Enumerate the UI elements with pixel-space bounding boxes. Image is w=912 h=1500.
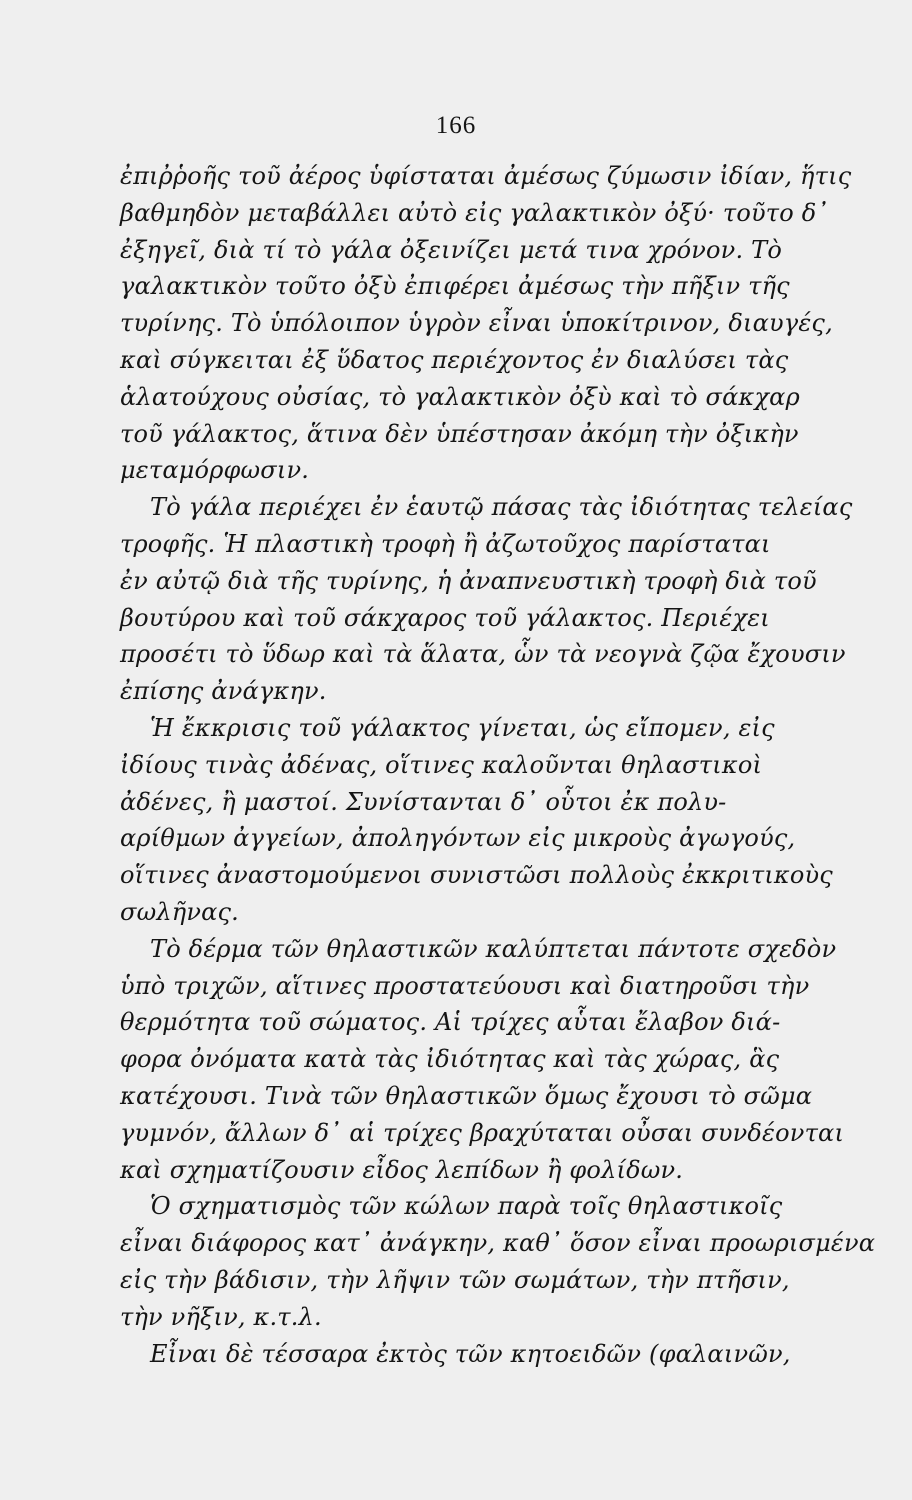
paragraph-start-line: Ἡ ἔκκρισις τοῦ γάλακτος γίνεται, ὡς εἴπομεν, εἰς [150, 713, 775, 742]
text-line: καὶ σύγκειται ἐξ ὕδατος περιέχοντος ἐν διαλύσει τὰς [120, 345, 789, 374]
text-line: τροφῆς. Ἡ πλαστικὴ τροφὴ ἢ ἀζωτοῦχος παρίσταται [120, 529, 771, 558]
text-line: εἶναι διάφορος κατ᾽ ἀνάγκην, καθ᾽ ὅσον εἶναι προωρισμένα [120, 1229, 876, 1258]
text-line: γυμνόν, ἄλλων δ᾽ αἱ τρίχες βραχύταται οὖσαι συνδέονται [120, 1118, 845, 1147]
text-line: κατέχουσι. Τινὰ τῶν θηλαστικῶν ὅμως ἔχουσι τὸ σῶμα [120, 1081, 813, 1110]
text-line: σωλῆνας. [120, 897, 240, 926]
text-line: ἐπίσης ἀνάγκην. [120, 677, 327, 706]
page-number: 166 [435, 112, 477, 139]
text-line: βαθμηδὸν μεταβάλλει αὐτὸ εἰς γαλακτικὸν ὀξύ· τοῦτο δ᾽ [120, 198, 829, 227]
text-line: καὶ σχηματίζουσιν εἶδος λεπίδων ἢ φολίδων. [120, 1155, 684, 1184]
body-text [120, 158, 876, 1372]
text-line: ἰδίους τινὰς ἀδένας, οἵτινες καλοῦνται θηλαστικοὶ [120, 750, 763, 779]
text-line: ἀδένες, ἢ μαστοί. Συνίστανται δ᾽ οὗτοι ἐκ πολυ- [120, 787, 727, 816]
text-line: τυρίνης. Τὸ ὑπόλοιπον ὑγρὸν εἶναι ὑποκίτρινον, διαυγές, [120, 309, 833, 338]
text-line: ἁλατούχους οὐσίας, τὸ γαλακτικὸν ὀξὺ καὶ τὸ σάκχαρ [120, 382, 800, 411]
text-line: προσέτι τὸ ὕδωρ καὶ τὰ ἅλατα, ὧν τὰ νεογνὰ ζῷα ἔχουσιν [120, 640, 846, 669]
paragraph-start-line: Ὁ σχηματισμὸς τῶν κώλων παρὰ τοῖς θηλαστικοῖς [150, 1192, 783, 1221]
text-line: ἐπιῤῥοῆς τοῦ ἀέρος ὑφίσταται ἀμέσως ζύμωσιν ἰδίαν, ἥτις [120, 162, 852, 190]
text-line: γαλακτικὸν τοῦτο ὀξὺ ἐπιφέρει ἀμέσως τὴν πῆξιν τῆς [120, 272, 790, 301]
paragraph-start-line: Εἶναι δὲ τέσσαρα ἐκτὸς τῶν κητοειδῶν (φαλαινῶν, [150, 1339, 791, 1368]
text-line: βουτύρου καὶ τοῦ σάκχαρος τοῦ γάλακτος. Περιέχει [120, 603, 770, 632]
text-line: θερμότητα τοῦ σώματος. Αἱ τρίχες αὗται ἔλαβον διά- [120, 1008, 781, 1037]
text-line: μεταμόρφωσιν. [120, 456, 310, 485]
paragraph-start-line: Τὸ γάλα περιέχει ἐν ἑαυτῷ πάσας τὰς ἰδιότητας τελείας [150, 493, 853, 522]
text-line: ὑπὸ τριχῶν, αἵτινες προστατεύουσι καὶ διατηροῦσι τὴν [120, 971, 810, 1000]
text-line: αρίθμων ἀγγείων, ἀποληγόντων εἰς μικροὺς ἀγωγούς, [120, 824, 796, 853]
text-line: οἵτινες ἀναστομούμενοι συνιστῶσι πολλοὺς ἐκκριτικοὺς [120, 861, 833, 890]
text-line: εἰς τὴν βάδισιν, τὴν λῆψιν τῶν σωμάτων, τὴν πτῆσιν, [120, 1265, 790, 1294]
text-line: φορα ὀνόματα κατὰ τὰς ἰδιότητας καὶ τὰς χώρας, ἃς [120, 1045, 780, 1074]
text-line: τοῦ γάλακτος, ἅτινα δὲν ὑπέστησαν ἀκόμη τὴν ὀξικὴν [120, 419, 799, 448]
text-line: τὴν νῆξιν, κ.τ.λ. [120, 1302, 322, 1331]
text-line: ἐν αὐτῷ διὰ τῆς τυρίνης, ἡ ἀναπνευστικὴ τροφὴ διὰ τοῦ [120, 566, 817, 595]
text-line: ἐξηγεῖ, διὰ τί τὸ γάλα ὀξεινίζει μετά τινα χρόνον. Τὸ [120, 235, 782, 264]
paragraph-start-line: Τὸ δέρμα τῶν θηλαστικῶν καλύπτεται πάντοτε σχεδὸν [150, 934, 837, 963]
